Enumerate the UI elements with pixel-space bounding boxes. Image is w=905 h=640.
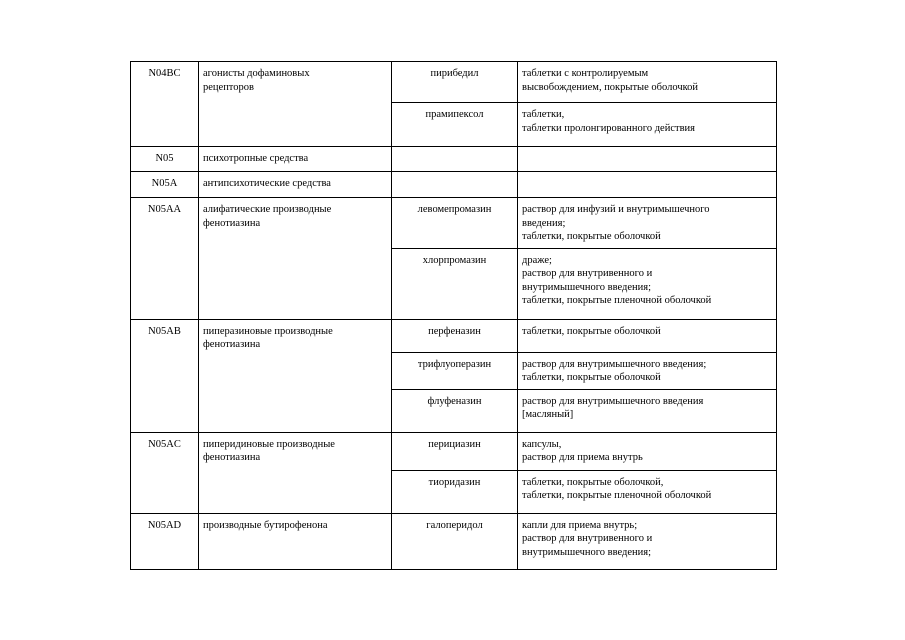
drug-name-cell: хлорпромазин	[392, 248, 518, 319]
table-row	[131, 147, 777, 172]
pharmacological-group-cell: психотропные средства	[199, 147, 392, 172]
table-row	[131, 513, 777, 569]
atc-code-cell: N05AC	[131, 432, 199, 513]
atc-code-cell: N05	[131, 147, 199, 172]
drug-name-cell: левомепромазин	[392, 198, 518, 249]
dosage-form-cell: капсулы, раствор для приема внутрь	[518, 432, 777, 470]
table-row	[131, 432, 777, 470]
drug-name-cell: флуфеназин	[392, 389, 518, 432]
dosage-form-cell: таблетки, таблетки пролонгированного действия	[518, 103, 777, 147]
dosage-form-cell: капли для приема внутрь; раствор для внутривенного и внутримышечного введения;	[518, 513, 777, 569]
table-row	[131, 319, 777, 352]
pharmacological-group-cell: антипсихотические средства	[199, 172, 392, 198]
drug-name-cell: перициазин	[392, 432, 518, 470]
atc-code-cell: N05AA	[131, 198, 199, 320]
dosage-form-cell: таблетки, покрытые оболочкой	[518, 319, 777, 352]
dosage-form-cell: таблетки, покрытые оболочкой, таблетки, покрытые пленочной оболочкой	[518, 470, 777, 513]
table-row	[131, 198, 777, 249]
atc-code-cell: N04BC	[131, 62, 199, 147]
dosage-form-cell: таблетки с контролируемым высвобождением, покрытые оболочкой	[518, 62, 777, 103]
table-body	[131, 62, 777, 570]
atc-code-cell: N05AD	[131, 513, 199, 569]
drug-name-cell	[392, 172, 518, 198]
pharmacological-group-cell: производные бутирофенона	[199, 513, 392, 569]
dosage-form-cell	[518, 172, 777, 198]
pharmacological-group-cell: пиперидиновые производные фенотиазина	[199, 432, 392, 513]
drug-name-cell: перфеназин	[392, 319, 518, 352]
pharmacological-group-cell: агонисты дофаминовых рецепторов	[199, 62, 392, 147]
drug-name-cell: трифлуоперазин	[392, 352, 518, 389]
pharmacological-group-cell: пиперазиновые производные фенотиазина	[199, 319, 392, 432]
drug-name-cell: пирибедил	[392, 62, 518, 103]
dosage-form-cell: раствор для инфузий и внутримышечного введения; таблетки, покрытые оболочкой	[518, 198, 777, 249]
dosage-form-cell: драже; раствор для внутривенного и внутримышечного введения; таблетки, покрытые пленочной оболочкой	[518, 248, 777, 319]
drug-name-cell: прамипексол	[392, 103, 518, 147]
table-row	[131, 172, 777, 198]
pharmacological-group-cell: алифатические производные фенотиазина	[199, 198, 392, 320]
atc-code-cell: N05AB	[131, 319, 199, 432]
dosage-form-cell: раствор для внутримышечного введения; таблетки, покрытые оболочкой	[518, 352, 777, 389]
table-row	[131, 62, 777, 103]
drug-name-cell	[392, 147, 518, 172]
dosage-form-cell: раствор для внутримышечного введения [масляный]	[518, 389, 777, 432]
drug-name-cell: галоперидол	[392, 513, 518, 569]
drug-classification-table	[130, 61, 777, 570]
atc-code-cell: N05A	[131, 172, 199, 198]
drug-name-cell: тиоридазин	[392, 470, 518, 513]
dosage-form-cell	[518, 147, 777, 172]
